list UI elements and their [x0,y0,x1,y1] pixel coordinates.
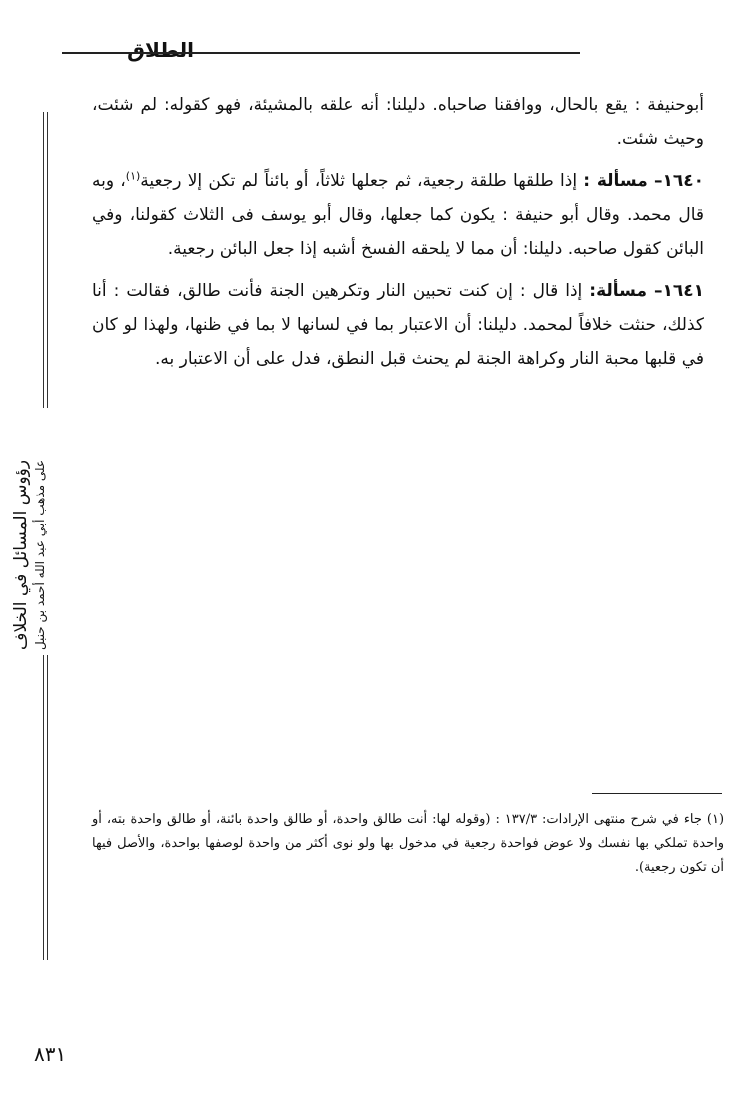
running-header [62,32,726,66]
issue-text-continued: ، وبه قال محمد. وقال أبو حنيفة : يكون كما جعلها، وقال أبو يوسف فى الثلاث كقولنا، وفي البائن كقول صاحبه. دليلنا: أن مما لا يلحقه الفسخ أشبه إذا جعل البائن رجعية. [92,171,704,259]
side-rule-top [43,112,48,408]
issue-text: إذا طلقها طلقة رجعية، ثم جعلها ثلاثاً، أو بائناً لم تكن إلا رجعية [140,171,578,191]
chapter-title: الطلاق [127,38,194,62]
issue-paragraph [92,274,704,376]
book-subtitle: على مذهب أبي عبد الله أحمد بن حنبل [33,459,47,651]
footnote-ref: (١) [125,169,141,183]
issue-number: ١٦٤٠– [653,171,704,191]
footnote-rule [592,793,722,794]
issue-label: مسألة: [589,281,647,301]
issue-number: ١٦٤١– [653,281,704,301]
issue-label: مسألة : [583,171,648,191]
book-title: رؤوس المسائل في الخلاف [11,459,31,651]
intro-paragraph: أبوحنيفة : يقع بالحال، ووافقنا صاحباه. دليلنا: أنه علقه بالمشيئة، فهو كقوله: لم شئت، وحيث شئت. [92,95,704,149]
footnote: (١) جاء في شرح منتهى الإرادات: ١٣٧/٣ : (وقوله لها: أنت طالق واحدة، أو طالق واحدة بائنة، أو طالق واحدة بته، أو واحدة تملكي بها نفسك ولا عوض فواحدة رجعية في مدخول بها ولو نوى أكثر من واحدة لوصفها بواحدة، والأصل فيها أن تكون رجعية). [92,812,725,875]
side-book-title [10,425,60,685]
main-text [92,88,704,384]
footnotes [92,808,724,880]
issue-paragraph [92,164,704,266]
side-rule-bottom [43,655,48,960]
header-rule [62,52,580,54]
issue-text: إذا قال : إن كنت تحبين النار وتكرهين الجنة فأنت طالق، فقالت : أنا كذلك، حنثت خلافاً لمحمد. دليلنا: أن الاعتبار بما في لسانها لا بما في ظنها، ولهذا لو كان في قلبها محبة النار وكراهة الجنة لم يحنث قبل النطق، فدل على أن الاعتبار به. [92,281,704,369]
page-number: ٨٣١ [34,1042,67,1066]
